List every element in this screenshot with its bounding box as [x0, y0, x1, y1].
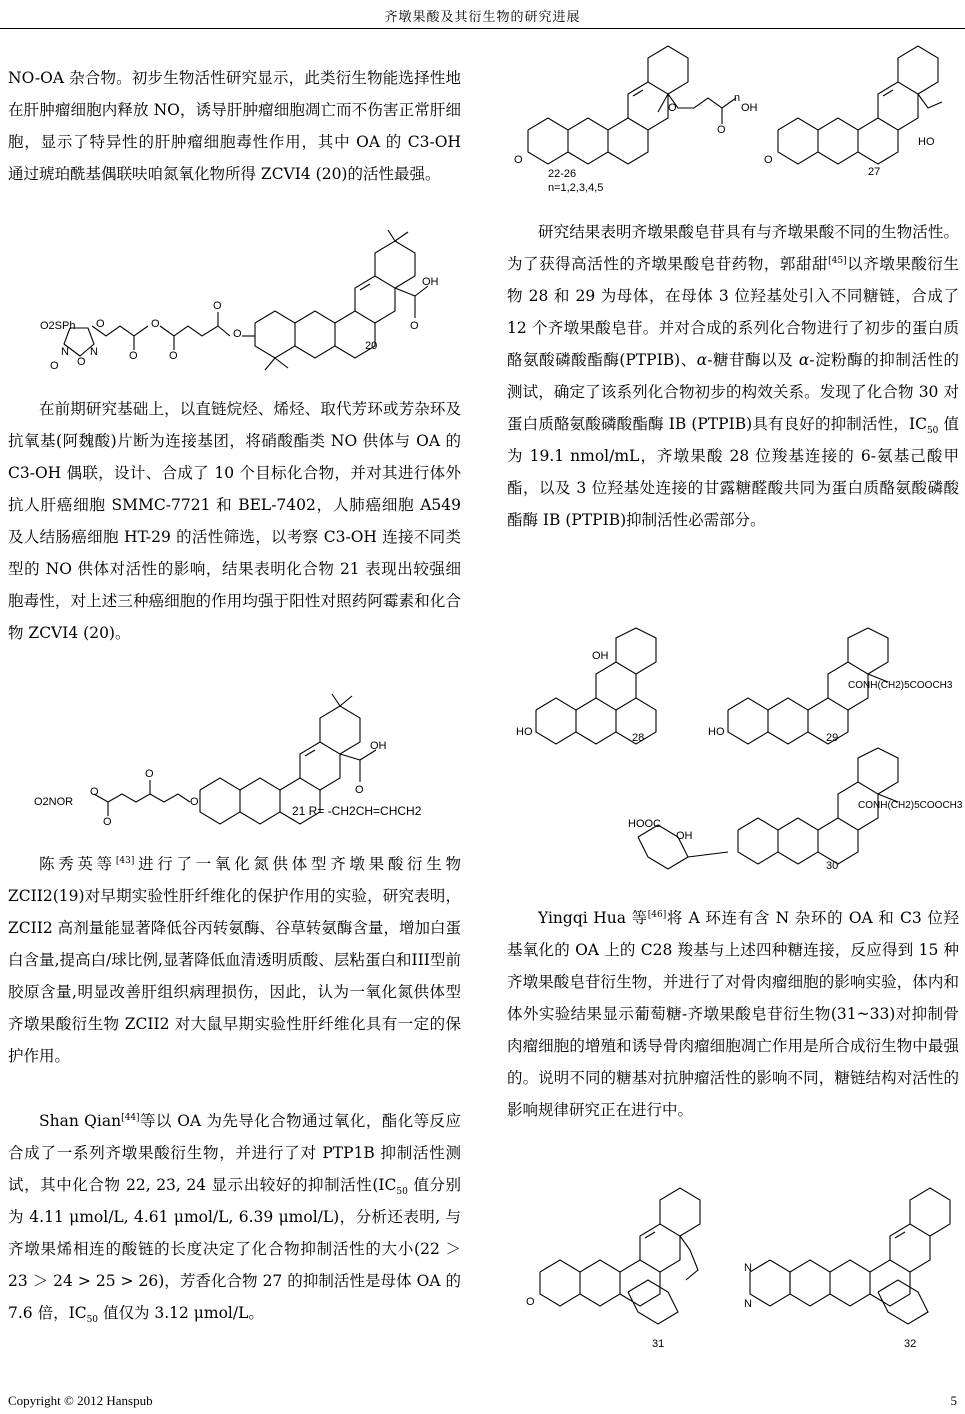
figure-compounds-22-27: n OH O O O 22-26 n=1,2,3,4,5 O HO 27 — [508, 40, 958, 200]
header-rule — [0, 28, 965, 29]
figure-compounds-31-32: O 31 N N 32 — [508, 1180, 958, 1360]
left-paragraph-1: NO-OA 杂合物。初步生物活性研究显示，此类衍生物能选择性地在肝肿瘤细胞内释放 NO，诱导肝肿瘤细胞凋亡而不伤害正常肝细胞，显示了特异性的肝肿瘤细胞毒性作用，其中 OA 的 C3-OH 通过琥珀酰基偶联呋咱氮氧化物所得 ZCVI4 (20)的活性最强。 — [8, 69, 461, 183]
compound-label-31: 31 — [652, 1338, 665, 1350]
compound-label-28: 28 — [632, 732, 645, 744]
figure-compound-21: O O O O O2NOR OH O 21 R= -CH2CH=CHCH2 — [30, 690, 450, 830]
left-paragraph-2: 在前期研究基础上，以直链烷烃、烯烃、取代芳环或芳杂环及抗氧基(阿魏酸)片断为连接基团，将硝酸酯类 NO 供体与 OA 的 C3-OH 偶联，设计、合成了 10 个目标化合物，并对其进行体外抗人肝癌细胞 SMMC-7721 和 BEL-7402，人肺癌细胞 A549 及人结肠癌细胞 HT-29 的活性筛选，以考察 C3-OH 连接不同类型的 NO 供体对活性的影响，结果表明化合物 21 表现出较强细胞毒性，对上述三种癌细胞的作用均强于阳性对照药阿霉素和化合物 ZCVI4 (20)。 — [8, 400, 461, 642]
left-paragraph-3: 陈秀英等[43]进行了一氧化氮供体型齐墩果酸衍生物 ZCII2(19)对早期实验性肝纤维化的保护作用的实验，研究表明，ZCII2 高剂量能显著降低谷丙转氨酶、谷草转氨酶含量，增加白蛋白含量,提高白/球比例,显著降低血清透明质酸、层粘蛋白和III型前胶原含量,明显改善肝组织病理损伤，因此，认为一氧化氮供体型齐墩果酸衍生物 ZCII2 对大鼠早期实验性肝纤维化具有一定的保护作用。 — [8, 855, 461, 1065]
running-header: 齐墩果酸及其衍生物的研究进展 — [384, 10, 581, 25]
compound-label-30: 30 — [826, 860, 839, 872]
figure-compounds-28-30: OH HO 28 HO CONH(CH2)5COOCH3 29 CONH(CH2)5COOCH3 HOOC OH 30 — [508, 622, 958, 884]
left-paragraph-4: Shan Qian[44]等以 OA 为先导化合物通过氧化，酯化等反应合成了一系列齐墩果酸衍生物，并进行了对 PTP1B 抑制活性测试，其中化合物 22, 23, 24 显示出较好的抑制活性($IC_{50}$ 值分别为 4.11 μmol/L, 4.61 μmol/L, 6.39 μmol/L)，分析还表明, 与齐墩果烯相连的酸链的长度决定了化合物抑制活性的大小(22 ＞ 23 ＞ 24 > 25 > 26)，芳香化合物 27 的抑制活性是母体 OA 的 7.6 倍，$IC_{50}$ 值仅为 3.12 μmol/L。 — [8, 1112, 462, 1326]
figure-compound-20: O O O O O O O2SPh N N O O OH O 20 — [30, 228, 450, 383]
footer-page-number: 5 — [950, 1393, 957, 1408]
compound-label-21: 21 R= -CH2CH=CHCH2 — [292, 804, 422, 818]
compound-label-29: 29 — [826, 732, 839, 744]
compound-label-27: 27 — [868, 166, 881, 178]
right-paragraph-1: 研究结果表明齐墩果酸皂苷具有与齐墩果酸不同的生物活性。为了获得高活性的齐墩果酸皂苷药物，郭甜甜[45]以齐墩果酸衍生物 28 和 29 为母体，在母体 3 位羟基处引入不同糖链，合成了 12 个齐墩果酸皂苷。并对合成的系列化合物进行了初步的蛋白质酪氨酸磷酸酯酶(PTPIB)、α-糖苷酶以及 α-淀粉酶的抑制活性的测试，确定了该系列化合物初步的构效关系。发现了化合物 30 对蛋白质酪氨酸磷酸酯酶 IB (PTPIB)具有良好的抑制活性，$IC_{50}$ 值为 19.1 nmol/mL，齐墩果酸 28 位羧基连接的 6-氨基己酸甲酯，以及 3 位羟基处连接的甘露糖醛酸共同为蛋白质酪氨酸磷酸酯酶 IB (PTPIB)抑制活性必需部分。 — [507, 223, 959, 529]
compound-label-20: 20 — [365, 340, 378, 352]
compound-label-32: 32 — [904, 1338, 917, 1350]
compound-label-22-26: 22-26 — [548, 168, 577, 180]
footer-copyright: Copyright © 2012 Hanspub — [8, 1393, 153, 1408]
right-paragraph-2: Yingqi Hua 等[46]将 A 环连有含 N 杂环的 OA 和 C3 位羟基氧化的 OA 上的 C28 羧基与上述四种糖连接，反应得到 15 种齐墩果酸皂苷衍生物，并进行了对骨肉瘤细胞的影响实验，体内和体外实验结果显示葡萄糖-齐墩果酸皂苷衍生物(31~33)对抑制骨肉瘤细胞的增殖和诱导骨肉瘤细胞凋亡作用是所合成衍生物中最强的。说明不同的糖基对抗肿瘤活性的影响不同，糖链结构对活性的影响规律研究正在进行中。 — [507, 909, 960, 1119]
o2sph-label: O2SPh — [40, 320, 76, 332]
